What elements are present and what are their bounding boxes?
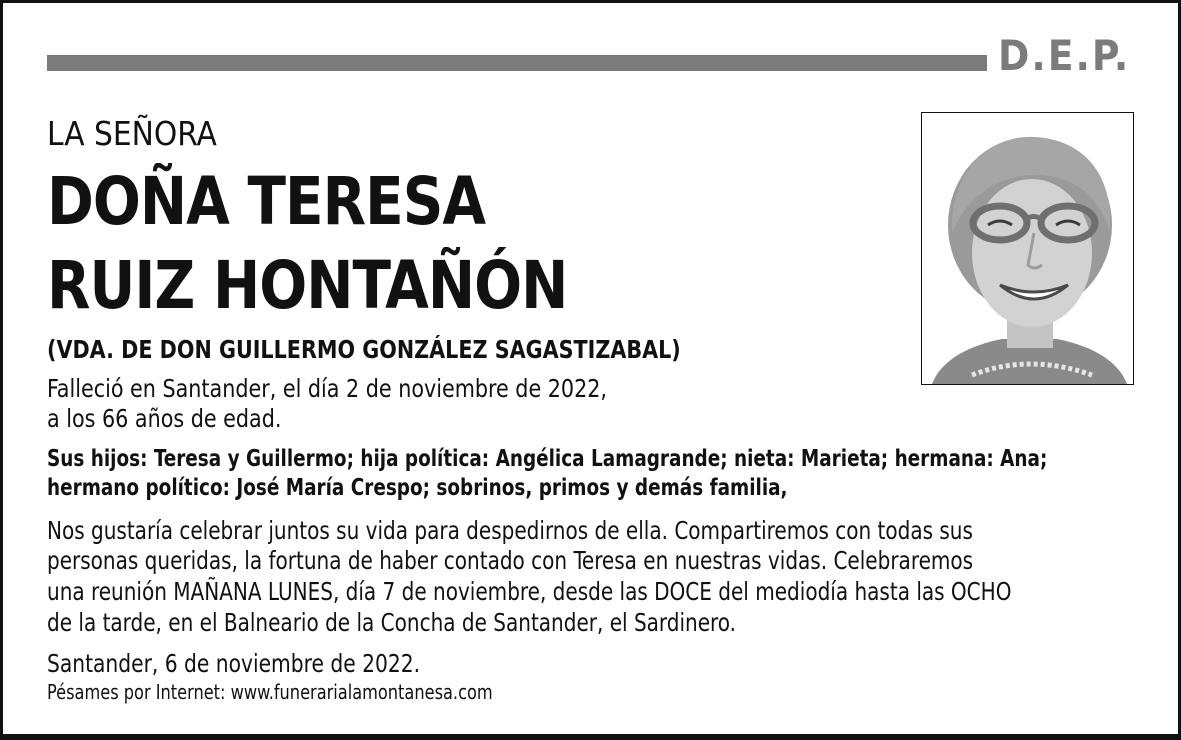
header-rule [47, 55, 987, 71]
dep-heading: D.E.P. [998, 31, 1131, 80]
message-line3: una reunión MAÑANA LUNES, día 7 de noviembre, desde las DOCE del mediodía hasta las OCHO [47, 577, 1012, 606]
deceased-name-line1: DOÑA TERESA [47, 163, 486, 240]
portrait-image [922, 113, 1133, 384]
honorific-prefix: LA SEÑORA [47, 114, 217, 153]
portrait-photo [921, 112, 1134, 385]
condolences-website: Pésames por Internet: www.funerarialamontanesa.com [47, 680, 493, 704]
death-info-line2: a los 66 años de edad. [47, 404, 282, 433]
message-line4: de la tarde, en el Balneario de la Concha de Santander, el Sardinero. [47, 608, 736, 637]
deceased-name-line2: RUIZ HONTAÑÓN [47, 247, 568, 324]
message-line2: personas queridas, la fortuna de haber contado con Teresa en nuestras vidas. Celebraremos [47, 546, 974, 575]
place-date: Santander, 6 de noviembre de 2022. [47, 649, 421, 678]
message-line1: Nos gustaría celebrar juntos su vida para despedirnos de ella. Compartiremos con todas sus [47, 516, 973, 545]
family-line2: hermano político: José María Crespo; sobrinos, primos y demás familia, [47, 475, 788, 501]
family-line1: Sus hijos: Teresa y Guillermo; hija política: Angélica Lamagrande; nieta: Marieta; hermana: Ana; [47, 446, 1048, 472]
widow-of-line: (VDA. DE DON GUILLERMO GONZÁLEZ SAGASTIZABAL) [47, 335, 681, 364]
death-info-line1: Falleció en Santander, el día 2 de noviembre de 2022, [47, 374, 607, 403]
